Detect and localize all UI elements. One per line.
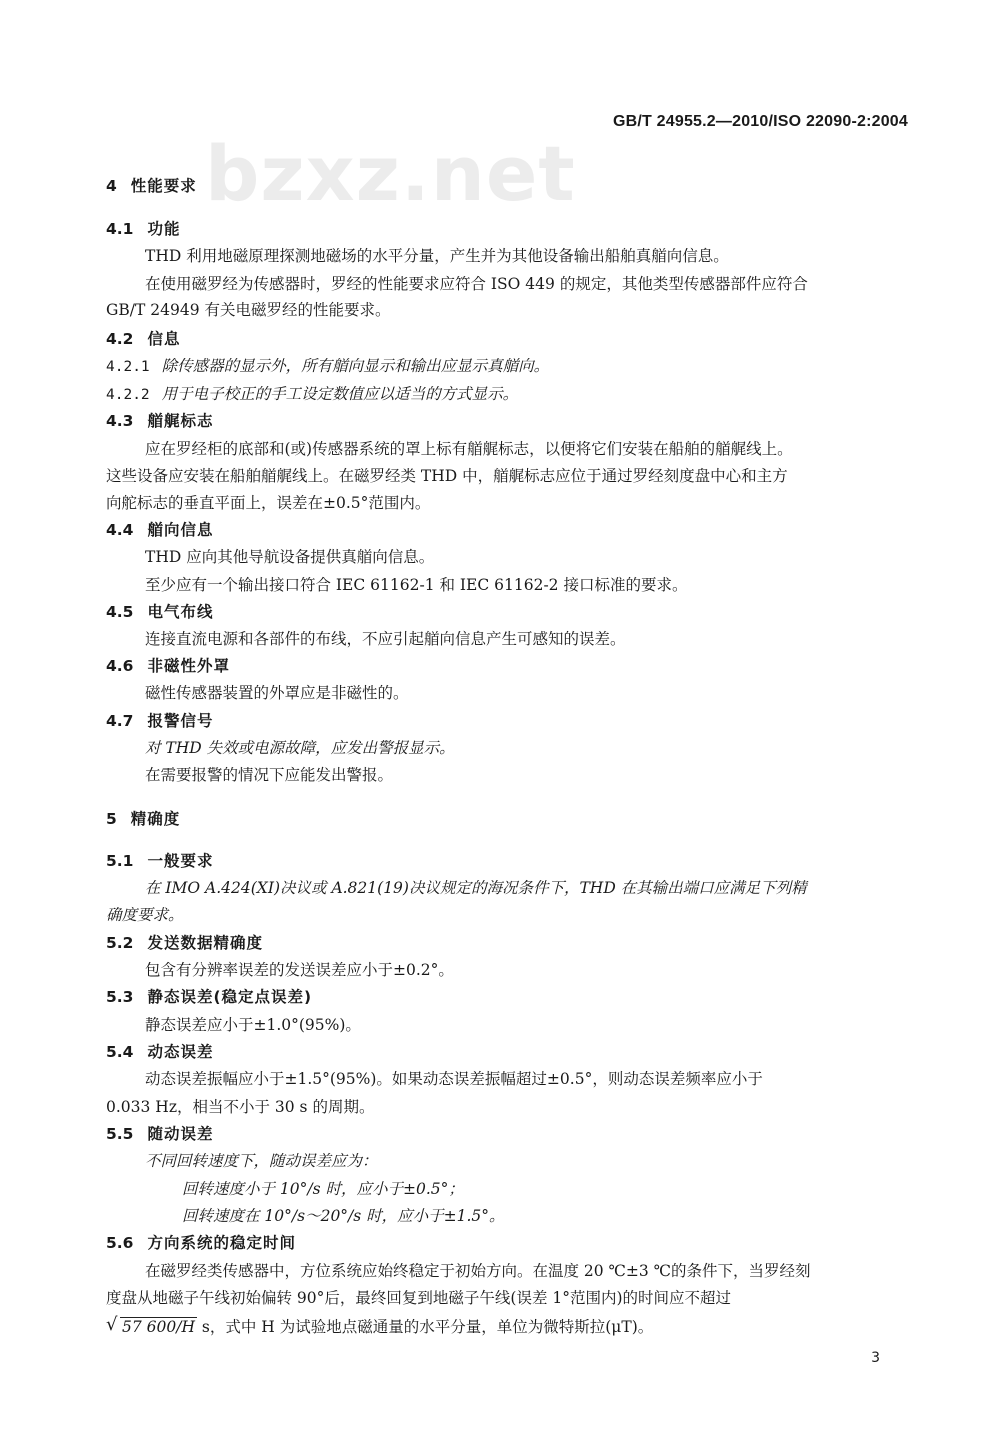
paragraph: 不同回转速度下，随动误差应为：: [145, 1152, 378, 1170]
paragraph: 在磁罗经类传感器中，方位系统应始终稳定于初始方向。在温度 20 ℃±3 ℃的条件下，当罗经刻: [145, 1262, 811, 1280]
section-5-6-heading: 5.6 方向系统的稳定时间: [106, 1234, 296, 1252]
clause-4-2-2: 4.2.2 用于电子校正的手工设定数值应以适当的方式显示。: [106, 385, 519, 403]
paragraph: 静态误差应小于±1.0°(95%)。: [145, 1016, 361, 1034]
paragraph-continuation: 这些设备应安装在船舶艏艉线上。在磁罗经类 THD 中，艏艉标志应位于通过罗经刻度盘中心和主方: [106, 467, 788, 485]
section-5-heading: 5 精确度: [106, 810, 181, 828]
paragraph: 至少应有一个输出接口符合 IEC 61162-1 和 IEC 61162-2 接口标准的要求。: [145, 576, 688, 594]
paragraph: 在 IMO A.424(XI)决议或 A.821(19)决议规定的海况条件下，THD 在其输出端口应满足下列精: [145, 879, 807, 897]
section-4-6-heading: 4.6 非磁性外罩: [106, 657, 230, 675]
section-5-5-heading: 5.5 随动误差: [106, 1125, 214, 1143]
paragraph: 包含有分辨率误差的发送误差应小于±0.2°。: [145, 961, 454, 979]
list-item: 回转速度在 10°/s～20°/s 时，应小于±1.5°。: [182, 1207, 505, 1225]
paragraph: 在需要报警的情况下应能发出警报。: [145, 766, 394, 784]
clause-4-2-1: 4.2.1 除传感器的显示外，所有艏向显示和输出应显示真艏向。: [106, 357, 550, 375]
section-4-2-heading: 4.2 信息: [106, 330, 181, 348]
paragraph: THD 应向其他导航设备提供真艏向信息。: [145, 548, 435, 566]
paragraph-continuation-formula: √ 57 600/H s，式中 H 为试验地点磁通量的水平分量，单位为微特斯拉(μT)。: [106, 1316, 653, 1338]
standard-code-header: GB/T 24955.2—2010/ISO 22090-2:2004: [613, 113, 908, 130]
section-4-7-heading: 4.7 报警信号: [106, 712, 214, 730]
paragraph-continuation: 确度要求。: [106, 906, 184, 924]
paragraph: THD 利用地磁原理探测地磁场的水平分量，产生并为其他设备输出船舶真艏向信息。: [145, 247, 729, 265]
paragraph: 对 THD 失效或电源故障，应发出警报显示。: [145, 739, 455, 757]
paragraph-continuation: GB/T 24949 有关电磁罗经的性能要求。: [106, 301, 391, 319]
watermark: bzxz.net: [205, 129, 576, 218]
paragraph-continuation: 度盘从地磁子午线初始偏转 90°后，最终回复到地磁子午线(误差 1°范围内)的时间应不超过: [106, 1289, 732, 1307]
section-4-1-heading: 4.1 功能: [106, 220, 181, 238]
paragraph: 在使用磁罗经为传感器时，罗经的性能要求应符合 ISO 449 的规定，其他类型传感器部件应符合: [145, 275, 808, 293]
paragraph-continuation: 0.033 Hz，相当不小于 30 s 的周期。: [106, 1098, 375, 1116]
section-4-5-heading: 4.5 电气布线: [106, 603, 214, 621]
page-number: 3: [871, 1350, 880, 1366]
paragraph-continuation: 向舵标志的垂直平面上，误差在±0.5°范围内。: [106, 494, 431, 512]
list-item: 回转速度小于 10°/s 时，应小于±0.5°；: [182, 1180, 464, 1198]
paragraph: 磁性传感器装置的外罩应是非磁性的。: [145, 684, 409, 702]
section-5-2-heading: 5.2 发送数据精确度: [106, 934, 263, 952]
section-5-1-heading: 5.1 一般要求: [106, 852, 214, 870]
section-4-heading: 4 性能要求: [106, 177, 197, 195]
paragraph: 应在罗经柜的底部和(或)传感器系统的罩上标有艏艉标志，以便将它们安装在船舶的艏艉线上。: [145, 440, 793, 458]
square-root-formula: √ 57 600/H: [106, 1316, 197, 1338]
paragraph: 动态误差振幅应小于±1.5°(95%)。如果动态误差振幅超过±0.5°，则动态误差频率应小于: [145, 1070, 763, 1088]
paragraph: 连接直流电源和各部件的布线，不应引起艏向信息产生可感知的误差。: [145, 630, 626, 648]
section-5-4-heading: 5.4 动态误差: [106, 1043, 214, 1061]
section-5-3-heading: 5.3 静态误差(稳定点误差): [106, 988, 313, 1006]
section-4-4-heading: 4.4 艏向信息: [106, 521, 214, 539]
section-4-3-heading: 4.3 艏艉标志: [106, 412, 214, 430]
